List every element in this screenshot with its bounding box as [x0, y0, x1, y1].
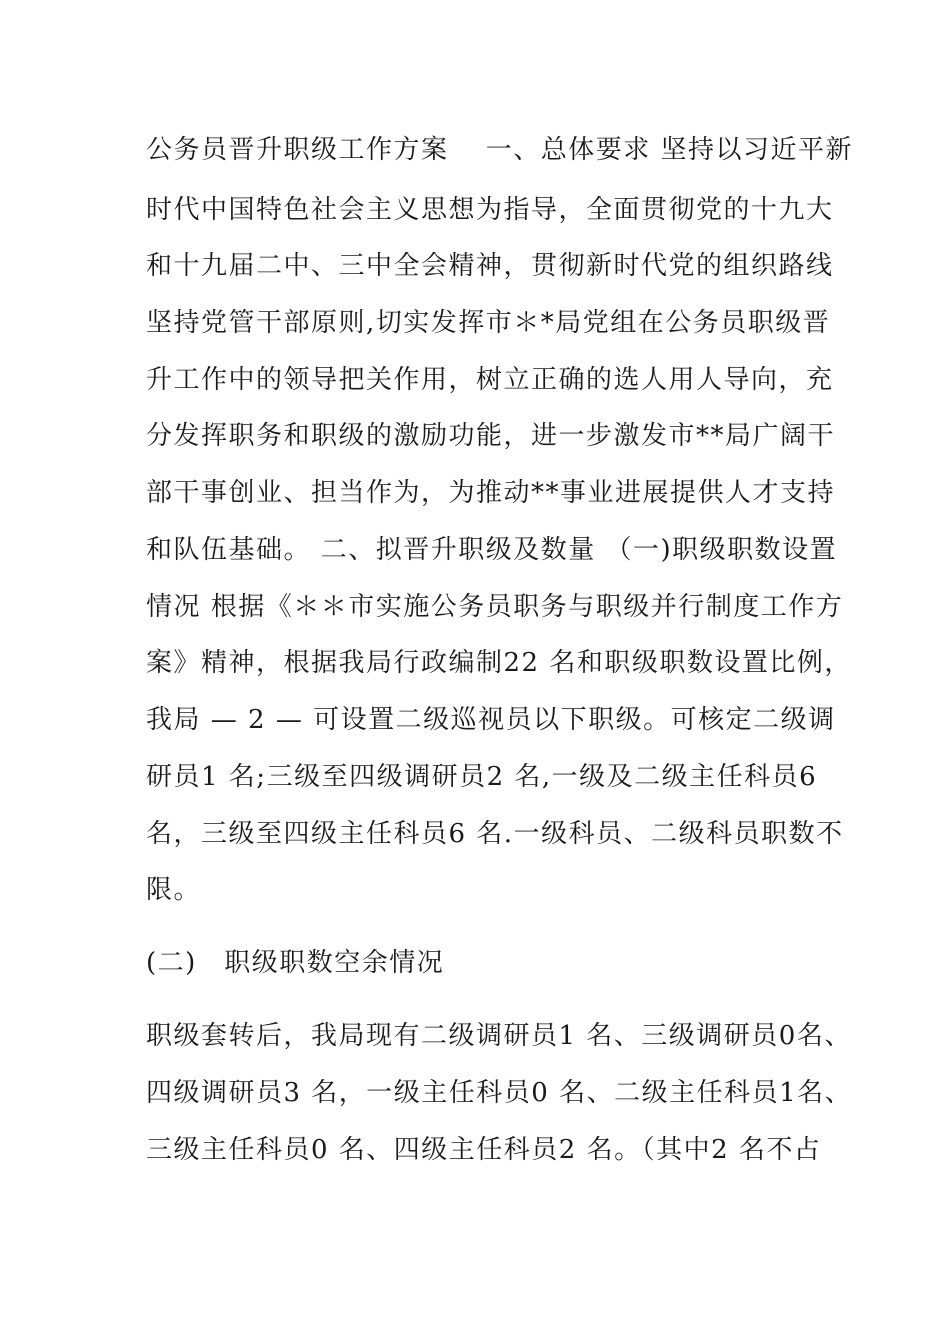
text-line: 坚持党管干部原则,切实发挥市＊*局党组在公务员职级晋 — [146, 308, 831, 338]
text-line: 时代中国特色社会主义思想为指导，全面贯彻党的十九大 — [146, 195, 834, 225]
text-line: 部干事创业、担当作为，为推动**事业进展提供人才支持 — [146, 478, 836, 508]
text-line: 和十九届二中、三中全会精神，贯彻新时代党的组织路线 — [146, 251, 834, 281]
text-line: 和队伍基础。 二、拟晋升职级及数量 （一)职级职数设置 — [146, 535, 838, 565]
text-line: 情况 根据《＊＊市实施公务员职务与职级并行制度工作方 — [146, 592, 844, 622]
text-line: 我局 — 2 — 可设置二级巡视员以下职级。可核定二级调 — [146, 705, 836, 735]
text-line: 名，三级至四级主任科员6 名.一级科员、二级科员职数不 — [146, 819, 844, 849]
text-line: 升工作中的领导把关作用，树立正确的选人用人导向，充 — [146, 365, 834, 395]
text-line: 分发挥职务和职级的激励功能，进一步激发市**局广阔干 — [146, 421, 836, 451]
text-line: 职级套转后，我局现有二级调研员1 名、三级调研员0名、 — [146, 1021, 852, 1051]
text-line: 案》精神，根据我局行政编制22 名和职级职数设置比例， — [146, 648, 852, 678]
section-heading: (二) 职级职数空余情况 — [146, 948, 445, 978]
text-line: 四级调研员3 名，一级主任科员0 名、二级主任科员1名、 — [146, 1078, 853, 1108]
text-line: 研员1 名;三级至四级调研员2 名,一级及二级主任科员6 — [146, 762, 818, 792]
text-line: 公务员晋升职级工作方案 一、总体要求 坚持以习近平新 — [146, 135, 854, 165]
text-line: 三级主任科员0 名、四级主任科员2 名。（其中2 名不占 — [146, 1135, 822, 1165]
text-line: 限。 — [146, 875, 202, 905]
